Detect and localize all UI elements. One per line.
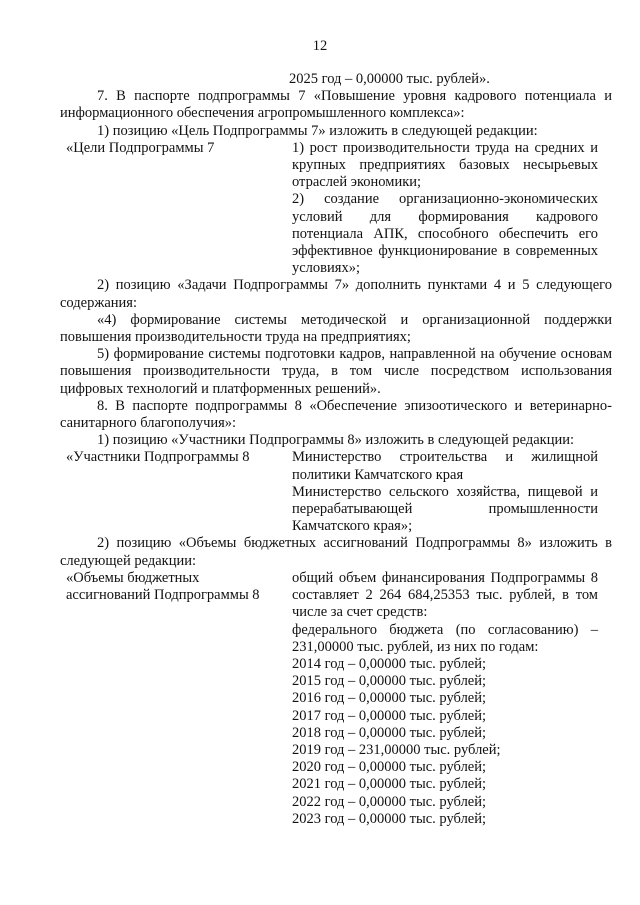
item-8-heading: 8. В паспорте подпрограммы 8 «Обеспечение эпизоотического и ветеринарно-санитарного благополучия»:: [60, 397, 612, 432]
participants-value: [292, 449, 612, 535]
budget-label-line-1: «Объемы бюджетных: [66, 569, 200, 586]
year-line: 2023 год – 0,00000 тыс. рублей;: [292, 810, 487, 827]
participants-row: [60, 449, 612, 535]
item-7-heading: 7. В паспорте подпрограммы 7 «Повышение уровня кадрового потенциала и информационного обеспечения агропромышленного комплекса»:: [60, 88, 612, 122]
year-line: 2017 год – 0,00000 тыс. рублей;: [292, 707, 487, 724]
budget-total: общий объем финансирования Подпрограммы 8 составляет 2 264 684,25353 тыс. рублей, в том числе за счет средств:: [292, 569, 598, 621]
budget-federal: федерального бюджета (по согласованию) – 231,00000 тыс. рублей, из них по годам:: [292, 621, 598, 655]
year-line: 2021 год – 0,00000 тыс. рублей;: [292, 776, 487, 793]
goal-label: «Цели Подпрограммы 7: [66, 139, 215, 156]
year-line: 2015 год – 0,00000 тыс. рублей;: [292, 673, 487, 690]
item-8-point-1: 1) позицию «Участники Подпрограммы 8» изложить в следующей редакции:: [97, 432, 575, 449]
item-7-point-1: 1) позицию «Цель Подпрограммы 7» изложить в следующей редакции:: [97, 122, 538, 139]
page-number: 12: [312, 38, 328, 54]
year-line: 2019 год – 231,00000 тыс. рублей;: [292, 741, 501, 758]
year-line: 2018 год – 0,00000 тыс. рублей;: [292, 724, 487, 741]
goal-2: 2) создание организационно-экономических условий для формирования кадрового потенциала АПК, способного обеспечить его эффективное функционирование в современных условиях»;: [292, 191, 598, 277]
participant-1: Министерство строительства и жилищной политики Камчатского края: [292, 449, 598, 483]
item-7-point-2: 2) позицию «Задачи Подпрограммы 7» дополнить пунктами 4 и 5 следующего содержания:: [60, 277, 612, 311]
participant-2: Министерство сельского хозяйства, пищевой и перерабатывающей промышленности Камчатского края»;: [292, 483, 598, 535]
task-5: 5) формирование системы подготовки кадров, направленной на обучение основам повышения производительности труда, в том числе посредством использования цифровых технологий и платформенных решений».: [60, 346, 612, 397]
budget-label: [60, 570, 292, 828]
budget-row: [60, 570, 612, 828]
participants-label: «Участники Подпрограммы 8: [66, 449, 250, 466]
task-4: «4) формирование системы методической и организационной поддержки повышения производительности труда на предприятиях;: [60, 311, 612, 346]
year-line: 2016 год – 0,00000 тыс. рублей;: [292, 690, 487, 707]
budget-label-line-2: ассигнований Подпрограммы 8: [66, 587, 260, 604]
budget-value: [292, 570, 612, 828]
goal-row: [60, 140, 612, 278]
goal-1: 1) рост производительности труда на средних и крупных предприятиях базовых несырьевых отраслей экономики;: [292, 139, 598, 191]
document-body: [60, 71, 612, 828]
year-2025-line: 2025 год – 0,00000 тыс. рублей».: [289, 71, 490, 87]
goal-value: [292, 140, 612, 278]
year-line: 2014 год – 0,00000 тыс. рублей;: [292, 655, 487, 672]
year-line: 2020 год – 0,00000 тыс. рублей;: [292, 759, 487, 776]
item-8-point-2: 2) позицию «Объемы бюджетных ассигнований Подпрограммы 8» изложить в следующей редакции:: [60, 535, 612, 569]
year-line: 2022 год – 0,00000 тыс. рублей;: [292, 793, 487, 810]
